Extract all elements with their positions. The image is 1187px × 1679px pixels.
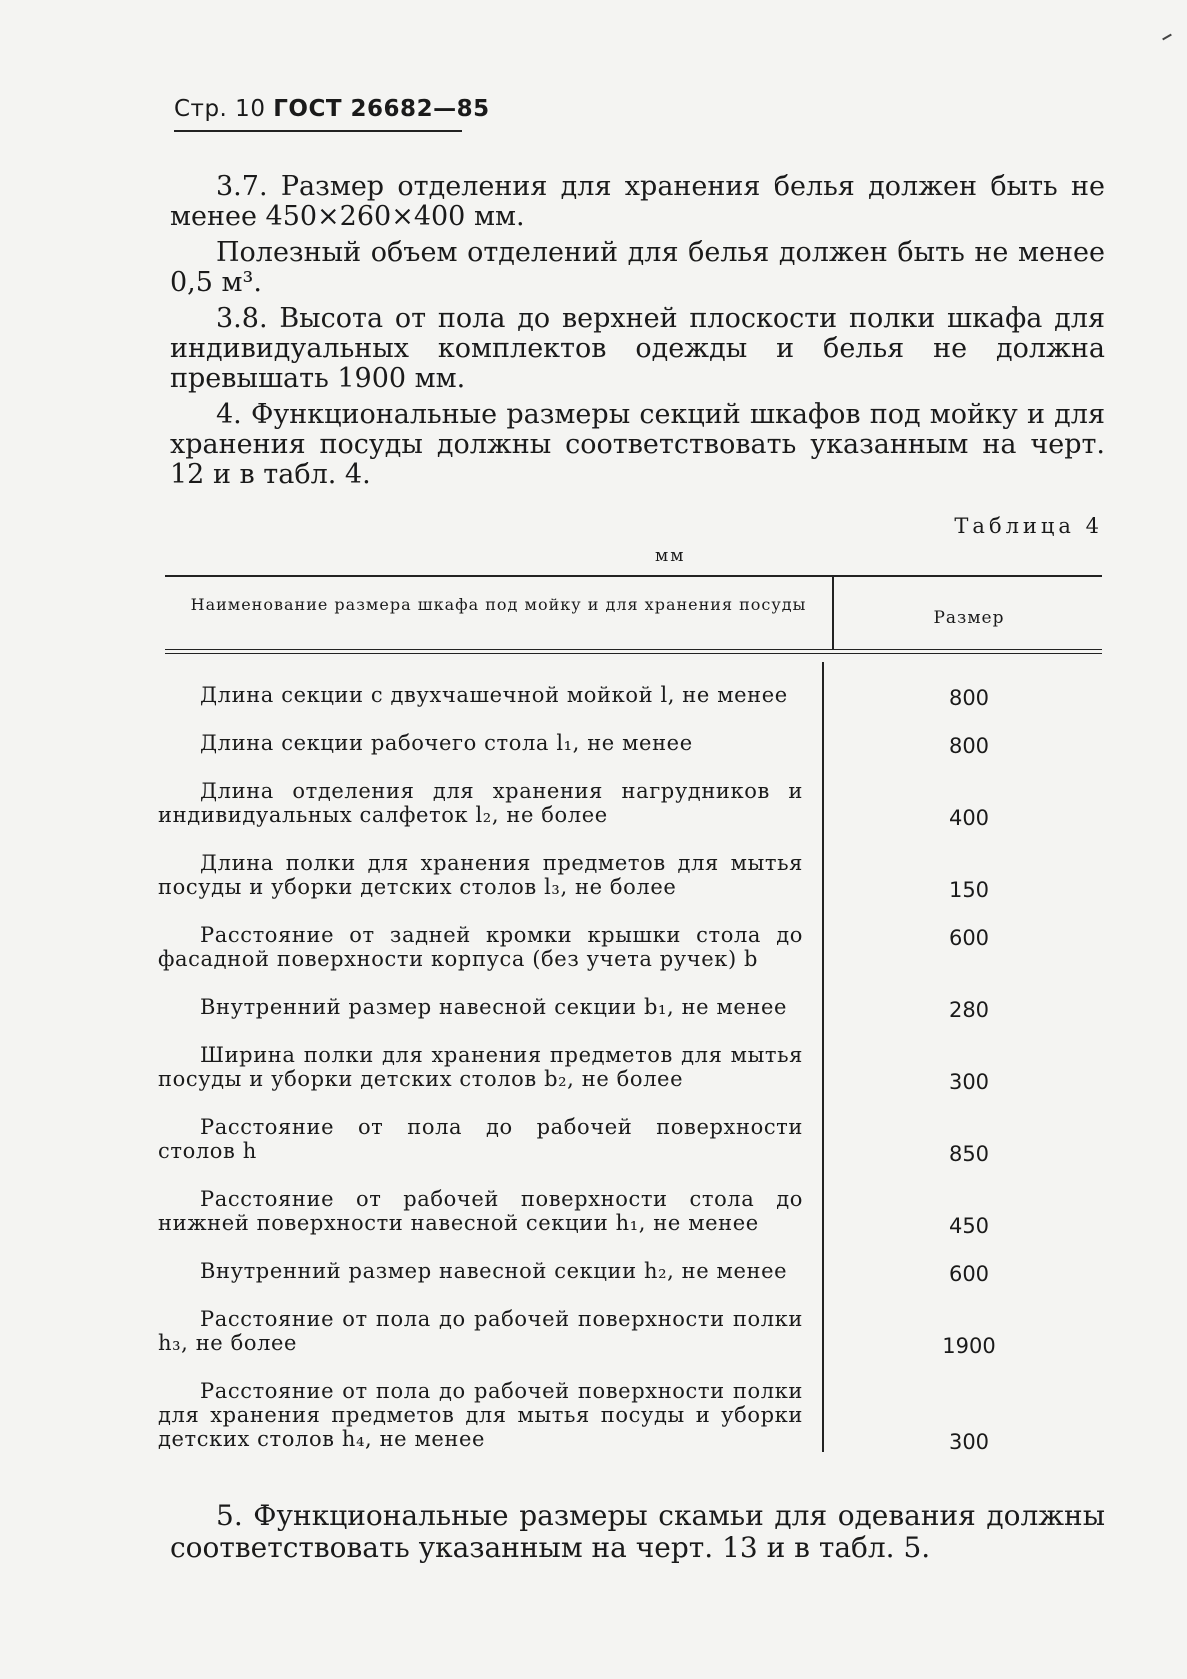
table-row-value: 400 [948,806,990,830]
table-row-value: 300 [948,1070,990,1094]
paragraph: 3.7. Размер отделения для хранения белья должен быть не менее 450×260×400 мм. [170,171,1105,232]
paragraph: 3.8. Высота от пола до верхней плоскости полки шкафа для индивидуальных комплектов одежды и белья не должна превышать 1900 мм. [170,303,1105,394]
table-row-name: Длина полки для хранения предметов для мытья посуды и уборки детских столов l₃, не более [158,851,803,899]
paragraph: 5. Функциональные размеры скамьи для одевания должны соответствовать указанным на черт. 13 и в табл. 5. [170,1499,1105,1564]
paragraph: 4. Функциональные размеры секций шкафов под мойку и для хранения посуды должны соответствовать указанным на черт. 12 и в табл. 4. [170,399,1105,490]
table-row-value: 1900 [942,1334,996,1358]
table-unit: мм [655,546,686,566]
table-row-name: Расстояние от пола до рабочей поверхности столов h [158,1115,803,1163]
page-header [174,96,490,122]
table-row-name: Длина секции рабочего стола l₁, не менее [200,731,693,755]
table-row-name: Длина секции с двухчашечной мойкой l, не менее [200,683,788,707]
table-row-value: 150 [948,878,990,902]
doc-number: ГОСТ 26682—85 [273,96,490,122]
table-row-value: 800 [948,734,990,758]
body-text-bottom [170,1500,1105,1564]
table-row-name: Расстояние от рабочей поверхности стола до нижней поверхности навесной секции h₁, не менее [158,1187,803,1235]
table-row-name: Внутренний размер навесной секции h₂, не менее [200,1259,788,1283]
table-row-value: 850 [948,1142,990,1166]
table-column-divider-body [822,662,824,1452]
table-header-name: Наименование размера шкафа под мойку и для хранения посуды [190,595,807,614]
table-row-name: Длина отделения для хранения нагрудников и индивидуальных салфеток l₂, не более [158,779,803,827]
body-text-top [170,172,1105,490]
table-row-name: Расстояние от пола до рабочей поверхности полки для хранения предметов для мытья посуды и уборки детских столов h₄, не менее [158,1379,803,1451]
table-header-size: Размер [933,608,1005,628]
header-rule [174,130,462,132]
table-row-value: 600 [948,926,990,950]
table-row-name: Ширина полки для хранения предметов для мытья посуды и уборки детских столов b₂, не более [158,1043,803,1091]
table-row-value: 280 [948,998,990,1022]
table-row-name: Внутренний размер навесной секции b₁, не менее [200,995,788,1019]
paragraph: Полезный объем отделений для белья должен быть не менее 0,5 м³. [170,237,1105,298]
table-row-name: Расстояние от пола до рабочей поверхности полки h₃, не более [158,1307,803,1355]
table-top-rule [165,575,1102,577]
table-row-name: Расстояние от задней кромки крышки стола до фасадной поверхности корпуса (без учета ручек) b [158,923,803,971]
scan-mark [1162,34,1172,41]
table-caption: Таблица 4 [954,514,1103,538]
table-row-value: 800 [948,686,990,710]
table-header-divider [165,649,1102,654]
table-row-value: 450 [948,1214,990,1238]
table-row-value: 600 [948,1262,990,1286]
table-row-value: 300 [948,1430,990,1454]
page-label: Стр. 10 [174,96,266,122]
